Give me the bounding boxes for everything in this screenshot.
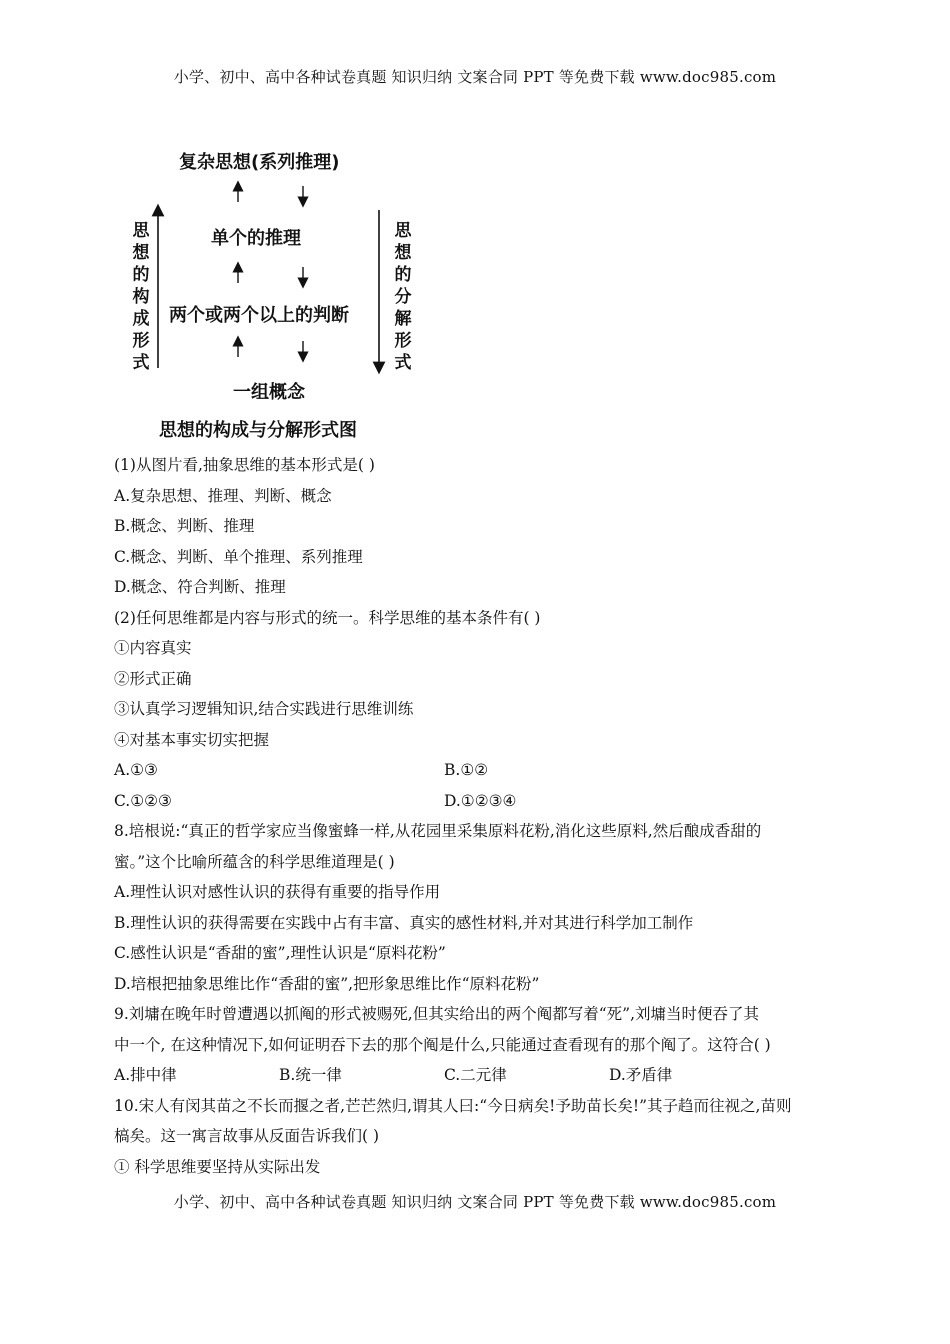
- composition-form-label: 思想的构成形式: [132, 221, 150, 373]
- judgments-label: 两个或两个以上的判断: [169, 305, 349, 326]
- q8-stem-line-1: 8.培根说:“真正的哲学家应当像蜜蜂一样,从花园里采集原料花粉,消化这些原料,然后酿成香甜的: [114, 822, 762, 840]
- q2-stem: (2)任何思维都是内容与形式的统一。科学思维的基本条件有( ): [114, 608, 541, 627]
- q9-stem-line-2: 中一个, 在这种情况下,如何证明吞下去的那个阄是什么,只能通过查看现有的那个阄了。这符合( ): [114, 1035, 771, 1054]
- q2-option-c: C.①②③: [114, 791, 172, 810]
- q9-option-d: D.矛盾律: [609, 1066, 673, 1084]
- q9-option-b: B.统一律: [279, 1066, 342, 1084]
- page-footer: 小学、初中、高中各种试卷真题 知识归纳 文案合同 PPT 等免费下载 www.doc985.com: [173, 1193, 777, 1211]
- q9-stem-line-1: 9.刘墉在晚年时曾遭遇以抓阄的形式被赐死,但其实给出的两个阄都写着“死”,刘墉当时便吞了其: [114, 1005, 759, 1023]
- q2-statement-1: ①内容真实: [114, 639, 192, 657]
- q10-stem-line-1: 10.宋人有闵其苗之不长而揠之者,芒芒然归,谓其人曰:“今日病矣!予助苗长矣!”其子趋而往视之,苗则: [114, 1096, 792, 1115]
- q9-option-a: A.排中律: [114, 1066, 177, 1084]
- figure-caption: 思想的构成与分解形式图: [159, 420, 357, 441]
- q10-statement-1: ① 科学思维要坚持从实际出发: [114, 1157, 321, 1176]
- q1-option-b: B.概念、判断、推理: [114, 517, 255, 535]
- complex-thought-label: 复杂思想(系列推理): [179, 152, 340, 173]
- q2-option-b: B.①②: [444, 761, 489, 779]
- q9-options-row: [114, 1060, 844, 1091]
- concept-diagram: [125, 140, 425, 450]
- q1-option-c: C.概念、判断、单个推理、系列推理: [114, 547, 363, 566]
- q2-option-d: D.①②③④: [444, 791, 517, 810]
- q10-stem-line-2: 槁矣。这一寓言故事从反面告诉我们( ): [114, 1127, 380, 1145]
- q2-statement-3: ③认真学习逻辑知识,结合实践进行思维训练: [114, 700, 414, 718]
- decomposition-form-label: 思想的分解形式: [394, 221, 412, 373]
- q2-options-row-2: [114, 786, 844, 817]
- concepts-label: 一组概念: [233, 382, 305, 403]
- q8-option-d: D.培根把抽象思维比作“香甜的蜜”,把形象思维比作“原料花粉”: [114, 974, 540, 993]
- q1-option-d: D.概念、符合判断、推理: [114, 578, 286, 596]
- q8-option-b: B.理性认识的获得需要在实践中占有丰富、真实的感性材料,并对其进行科学加工制作: [114, 913, 694, 932]
- q2-statement-2: ②形式正确: [114, 669, 192, 688]
- q9-option-c: C.二元律: [444, 1066, 507, 1084]
- q1-stem: (1)从图片看,抽象思维的基本形式是( ): [114, 456, 375, 474]
- q8-stem-line-2: 蜜。”这个比喻所蕴含的科学思维道理是( ): [114, 852, 395, 871]
- single-reasoning-label: 单个的推理: [211, 228, 301, 249]
- q2-option-a: A.①③: [114, 761, 158, 779]
- question-body: [114, 450, 844, 1182]
- q2-statement-4: ④对基本事实切实把握: [114, 730, 270, 749]
- q2-options-row-1: [114, 755, 844, 786]
- q8-option-c: C.感性认识是“香甜的蜜”,理性认识是“原料花粉”: [114, 944, 446, 962]
- page-header: 小学、初中、高中各种试卷真题 知识归纳 文案合同 PPT 等免费下载 www.doc985.com: [173, 68, 777, 86]
- q8-option-a: A.理性认识对感性认识的获得有重要的指导作用: [114, 883, 441, 901]
- q1-option-a: A.复杂思想、推理、判断、概念: [114, 486, 332, 505]
